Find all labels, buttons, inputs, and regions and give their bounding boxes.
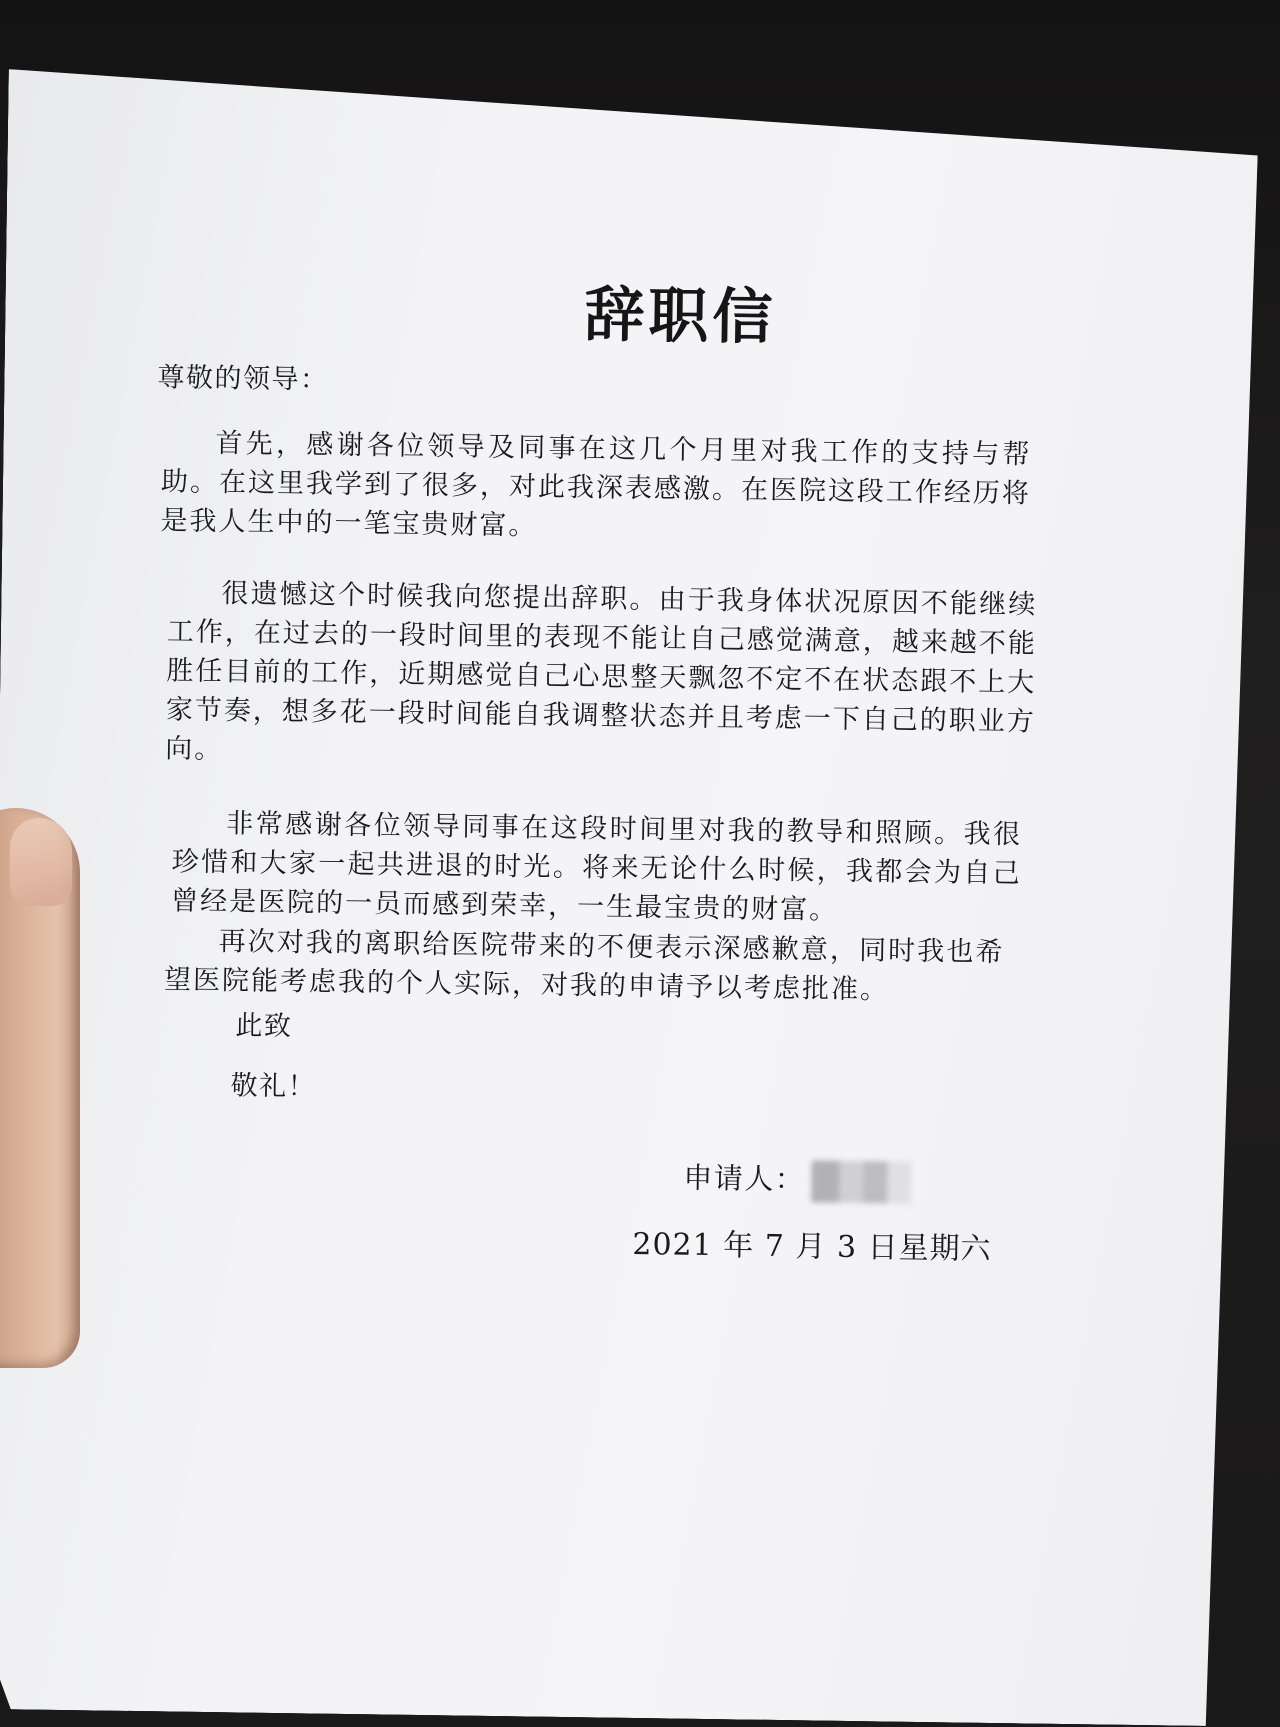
paragraph-4: 再次对我的离职给医院带来的不便表示深感歉意，同时我也希望医院能考虑我的个人实际，对我的申请予以考虑批准。	[163, 926, 1005, 1006]
paragraph-3: 非常感谢各位领导同事在这段时间里对我的教导和照顾。我很珍惜和大家一起共进退的时光。将来无论什么时候，我都会为自己曾经是医院的一员而感到荣幸，一生最宝贵的财富。	[170, 808, 1023, 926]
letter-title: 辞职信	[583, 280, 777, 353]
paragraph-1: 首先，感谢各位领导及同事在这几个月里对我工作的支持与帮助。在这里我学到了很多，对此我深表感激。在医院这段工作经历将是我人生中的一笔宝贵财富。	[160, 428, 1032, 542]
applicant-label: 申请人：	[683, 1160, 806, 1197]
letter-date: 2021 年 7 月 3 日星期六	[632, 1226, 992, 1267]
redacted-name	[811, 1160, 912, 1203]
applicant-line	[683, 1159, 912, 1204]
thumb-nail	[10, 818, 72, 906]
salutation: 尊敬的领导：	[157, 362, 329, 396]
closing-cizhi: 此致	[235, 1010, 293, 1043]
closing-jingli: 敬礼！	[230, 1070, 317, 1103]
paragraph-2: 很遗憾这个时候我向您提出辞职。由于我身体状况原因不能继续工作，在过去的一段时间里的表现不能让自己感觉满意，越来越不能胜任目前的工作，近期感觉自己心思整天飘忽不定不在状态跟不上大家节奏，想多花一段时间能自我调整状态并且考虑一下自己的职业方向。	[165, 578, 1038, 766]
